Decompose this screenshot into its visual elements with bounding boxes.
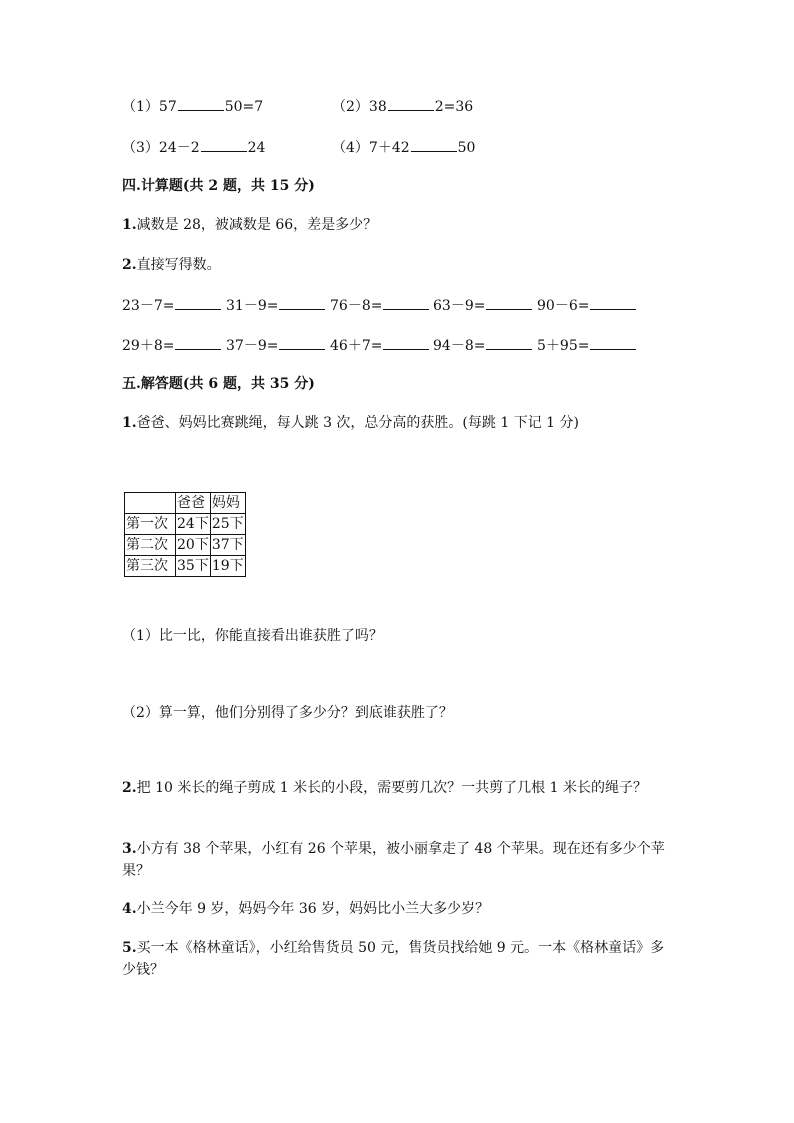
compare-item-2 <box>332 96 473 116</box>
table-cell: 24下 <box>176 514 211 535</box>
arith-item <box>226 335 326 355</box>
arith-item <box>226 295 326 315</box>
table-cell: 19下 <box>210 556 245 577</box>
table-cell: 20下 <box>176 535 211 556</box>
table-cell: 37下 <box>210 535 245 556</box>
question-number: 2. <box>122 257 137 273</box>
compare-item-4 <box>332 137 475 157</box>
arith-expression: 46＋7= <box>330 338 383 354</box>
question-text: 把 10 米长的绳子剪成 1 米长的小段，需要剪几次？一共剪了几根 1 米长的绳子？ <box>136 780 647 796</box>
section-4-question-2 <box>122 255 221 275</box>
arith-item <box>122 295 222 315</box>
answer-blank[interactable] <box>486 295 532 310</box>
answer-blank[interactable] <box>201 137 247 152</box>
arith-item <box>433 335 533 355</box>
compare-tail: 24 <box>247 140 266 156</box>
question-number: 5. <box>122 940 137 956</box>
compare-tail: 2=36 <box>434 99 474 115</box>
arith-expression: 31－9= <box>226 298 279 314</box>
arith-expression: 90－6= <box>537 298 590 314</box>
question-text: 买一本《格林童话》，小红给售货员 50 元，售货员找给她 9 元。一本《格林童话》多少钱？ <box>122 940 665 978</box>
table-cell: 35下 <box>176 556 211 577</box>
compare-label: （3）24－2 <box>122 140 200 156</box>
answer-blank[interactable] <box>178 96 224 111</box>
table-header-cell: 妈妈 <box>210 493 245 514</box>
arith-expression: 63－9= <box>433 298 486 314</box>
question-text: 直接写得数。 <box>136 257 221 273</box>
compare-tail: 50 <box>457 140 476 156</box>
compare-tail: 50=7 <box>224 99 264 115</box>
arith-item <box>433 295 533 315</box>
answer-blank[interactable] <box>383 295 429 310</box>
section-5-title: 五.解答题(共 6 题，共 35 分) <box>122 376 315 392</box>
arith-expression: 5＋95= <box>537 338 590 354</box>
table-row <box>125 556 246 577</box>
section-5-sub-question-2: （2）算一算，他们分别得了多少分？到底谁获胜了？ <box>122 705 453 721</box>
answer-blank[interactable] <box>279 295 325 310</box>
question-number: 1. <box>122 217 137 233</box>
arith-item <box>330 335 430 355</box>
compare-label: （1）57 <box>122 99 177 115</box>
question-number: 1. <box>122 415 137 431</box>
arith-item <box>537 295 637 315</box>
section-5-question-4 <box>122 898 678 920</box>
question-text: 小方有 38 个苹果，小红有 26 个苹果，被小丽拿走了 48 个苹果。现在还有多少个苹果？ <box>122 841 665 879</box>
arith-expression: 23－7= <box>122 298 175 314</box>
question-text: 减数是 28，被减数是 66，差是多少？ <box>136 217 378 233</box>
table-cell: 第二次 <box>125 535 176 556</box>
table-header-cell <box>125 493 176 514</box>
table-cell: 第三次 <box>125 556 176 577</box>
section-5-question-5 <box>122 937 678 981</box>
answer-blank[interactable] <box>388 96 434 111</box>
section-5-sub-question-1: （1）比一比，你能直接看出谁获胜了吗？ <box>122 628 383 644</box>
section-5-question-3 <box>122 838 678 882</box>
question-text: 小兰今年 9 岁，妈妈今年 36 岁，妈妈比小兰大多少岁？ <box>136 901 490 917</box>
table-row <box>125 535 246 556</box>
compare-item-3 <box>122 137 265 157</box>
compare-label: （4）7＋42 <box>332 140 410 156</box>
compare-label: （2）38 <box>332 99 387 115</box>
table-row <box>125 514 246 535</box>
answer-blank[interactable] <box>175 295 221 310</box>
answer-blank[interactable] <box>486 335 532 350</box>
table-header-cell: 爸爸 <box>176 493 211 514</box>
question-number: 3. <box>122 841 137 857</box>
answer-blank[interactable] <box>175 335 221 350</box>
jump-rope-score-table <box>124 492 246 577</box>
compare-item-1 <box>122 96 263 116</box>
question-number: 4. <box>122 901 137 917</box>
answer-blank[interactable] <box>590 295 636 310</box>
answer-blank[interactable] <box>411 137 457 152</box>
section-4-question-1 <box>122 215 377 235</box>
table-cell: 第一次 <box>125 514 176 535</box>
question-number: 2. <box>122 780 137 796</box>
arith-expression: 94－8= <box>433 338 486 354</box>
arith-expression: 29＋8= <box>122 338 175 354</box>
arith-item <box>122 335 222 355</box>
section-5-question-1 <box>122 413 579 433</box>
arith-item <box>537 335 637 355</box>
question-text: 爸爸、妈妈比赛跳绳，每人跳 3 次，总分高的获胜。(每跳 1 下记 1 分) <box>136 415 579 431</box>
answer-blank[interactable] <box>279 335 325 350</box>
section-4-title: 四.计算题(共 2 题，共 15 分) <box>122 178 315 194</box>
answer-blank[interactable] <box>590 335 636 350</box>
table-cell: 25下 <box>210 514 245 535</box>
arith-expression: 76－8= <box>330 298 383 314</box>
section-5-question-2 <box>122 777 678 799</box>
arith-item <box>330 295 430 315</box>
answer-blank[interactable] <box>383 335 429 350</box>
table-header-row <box>125 493 246 514</box>
arith-expression: 37－9= <box>226 338 279 354</box>
